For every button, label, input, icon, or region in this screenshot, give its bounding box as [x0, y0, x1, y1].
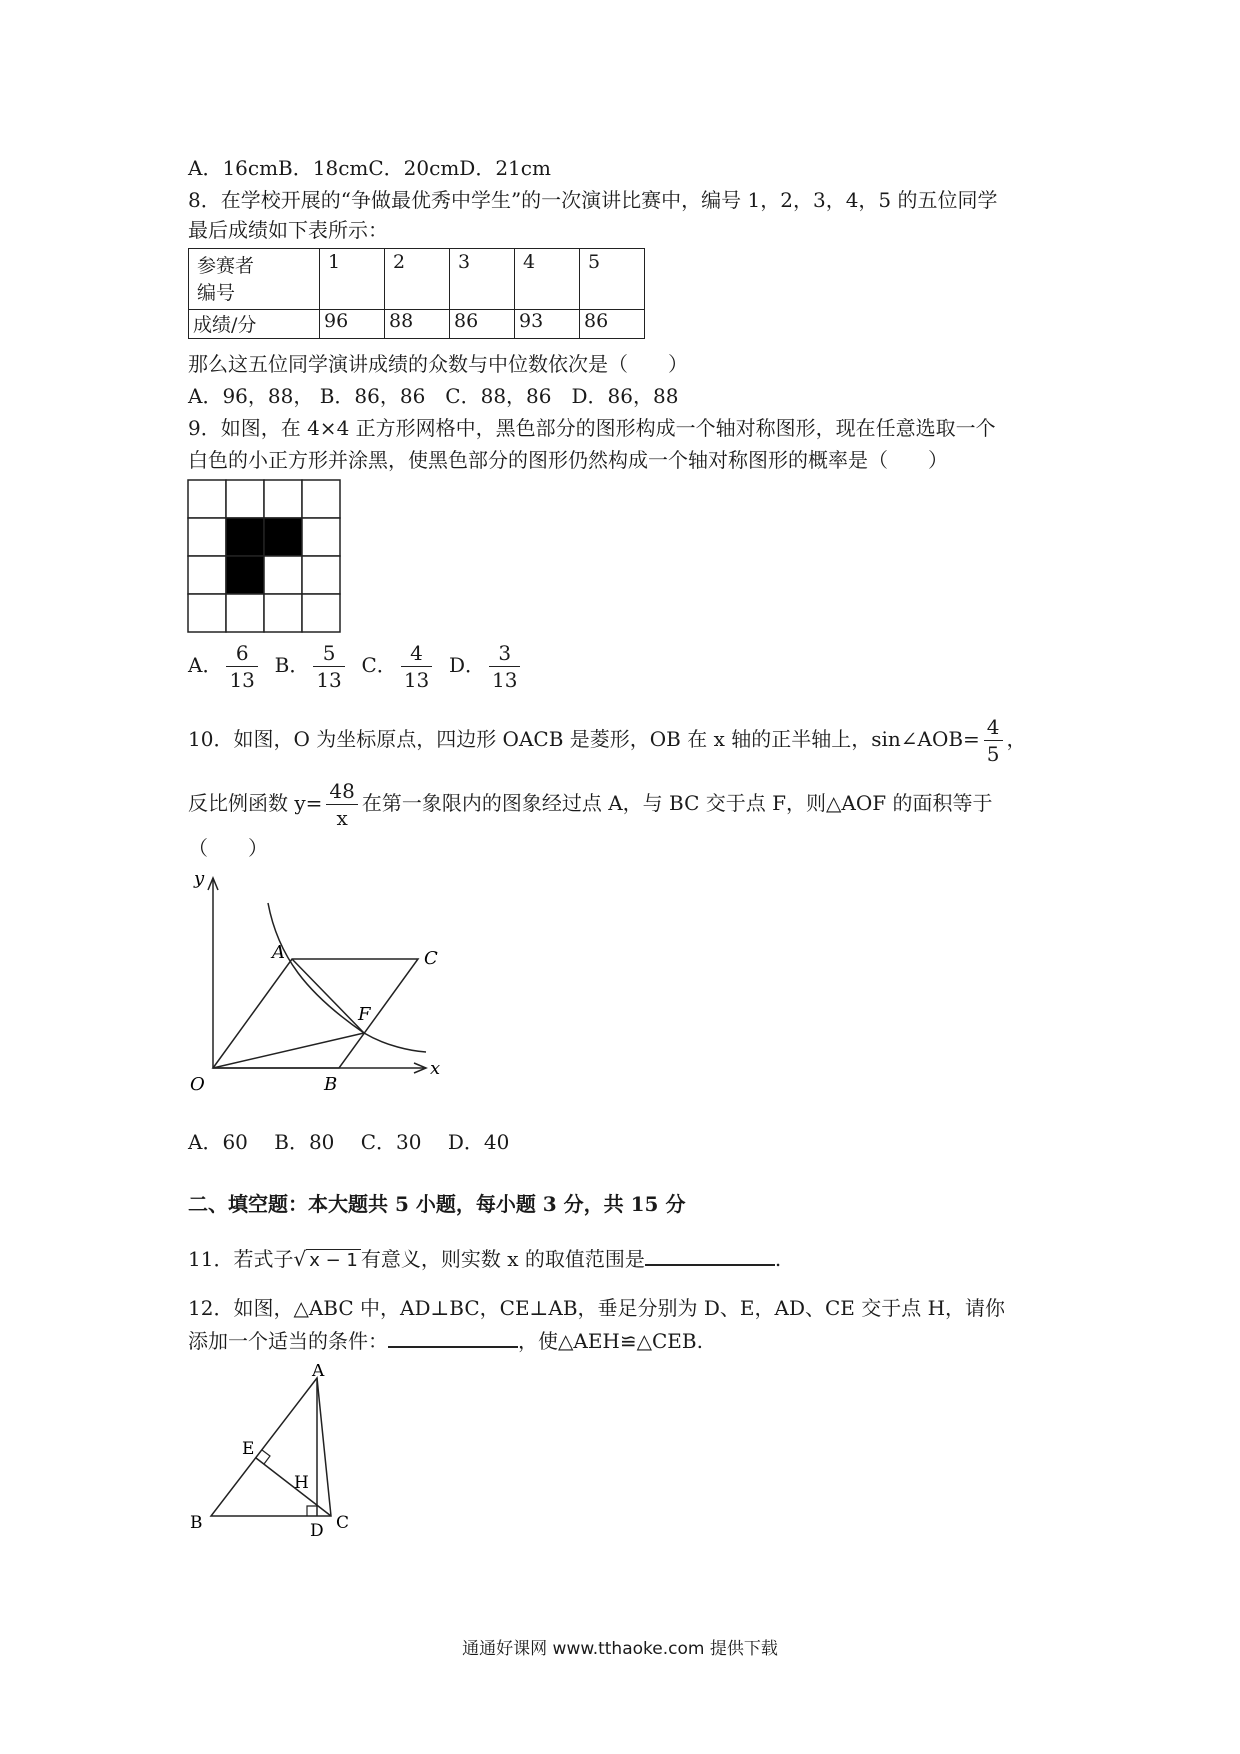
rhombus-oacb — [213, 959, 418, 1068]
grid-cell-white — [188, 480, 226, 518]
grid-cell-white — [302, 594, 340, 632]
label-d: D — [310, 1521, 324, 1541]
grid-cell-white — [226, 480, 264, 518]
sqrt-radicand: x − 1 — [306, 1249, 361, 1271]
table-score-label: 成绩/分 — [189, 310, 320, 339]
q7-options: A．16cmB．18cmC．20cmD．21cm — [188, 156, 551, 180]
score-table — [188, 248, 645, 339]
page-footer: 通通好课网 www.tthaoke.com 提供下载 — [462, 1639, 778, 1659]
q11-text: 11．若式子√ x − 1 有意义，则实数 x 的取值范围是 . — [188, 1244, 781, 1275]
header-label-line1: 参赛者 — [197, 255, 255, 277]
sin-fraction: $\frac{4}{5}$ — [984, 714, 1003, 767]
q12-triangle-figure — [186, 1364, 376, 1544]
right-angle-d — [307, 1506, 317, 1516]
grid-cell-black — [226, 556, 264, 594]
q10-text-line1: 10．如图，O 为坐标原点，四边形 OACB 是菱形，OB 在 x 轴的正半轴上，sin∠AOB= $\frac{4}{5}$ ， — [188, 715, 1027, 766]
q11-answer-blank — [645, 1244, 775, 1266]
grid-cell-white — [264, 594, 302, 632]
segment-of — [213, 1033, 364, 1068]
label-c: C — [336, 1513, 350, 1533]
q10-text-line2: 反比例函数 y= $\frac{48}{x}$ 在第一象限内的图象经过点 A，与 BC 交于点 F，则△AOF 的面积等于 — [188, 779, 993, 830]
table-id-cell: 4 — [515, 249, 580, 310]
table-id-cell: 1 — [320, 249, 385, 310]
table-header-label — [189, 249, 320, 310]
label-c: C — [424, 948, 438, 969]
label-x: x — [430, 1058, 441, 1079]
q9-options — [188, 640, 524, 693]
label-b: B — [190, 1513, 203, 1533]
grid-cell-white — [264, 556, 302, 594]
label-e: E — [242, 1439, 255, 1459]
header-label-line2: 编号 — [197, 282, 236, 304]
q9-option-b: B． $\frac{5}{13}$ — [275, 653, 349, 677]
label-f: F — [358, 1004, 371, 1025]
table-score-cell: 88 — [385, 310, 450, 339]
sqrt-sign: √ — [293, 1247, 307, 1271]
q9-option-c: C． $\frac{4}{13}$ — [362, 653, 437, 677]
grid-cell-white — [188, 594, 226, 632]
table-score-cell: 86 — [450, 310, 515, 339]
q9-option-a: A． $\frac{6}{13}$ — [188, 653, 262, 677]
grid-cell-white — [302, 480, 340, 518]
label-a: A — [272, 942, 285, 963]
grid-cell-white — [302, 556, 340, 594]
q8-text-line1: 8．在学校开展的“争做最优秀中学生”的一次演讲比赛中，编号 1，2，3，4，5 的五位同学 — [188, 188, 998, 212]
q12-text-line2: 添加一个适当的条件： ，使△AEH≌△CEB. — [188, 1326, 703, 1355]
table-id-cell: 2 — [385, 249, 450, 310]
grid-cell-white — [188, 518, 226, 556]
table-id-cell: 5 — [580, 249, 645, 310]
q8-options: A．96，88， B．86，86 C．88，86 D．86，88 — [188, 384, 679, 408]
q10-rhombus-figure — [186, 868, 456, 1098]
q9-text-line1: 9．如图，在 4×4 正方形网格中，黑色部分的图形构成一个轴对称图形，现在任意选取一个 — [188, 416, 996, 440]
q10-options: A．60 B．80 C．30 D．40 — [188, 1130, 510, 1154]
table-score-cell: 86 — [580, 310, 645, 339]
q12-answer-blank — [388, 1326, 518, 1348]
grid-cell-white — [226, 594, 264, 632]
label-y: y — [194, 868, 205, 889]
label-h: H — [294, 1473, 309, 1493]
grid-cell-white — [188, 556, 226, 594]
hyperbola-curve — [268, 903, 426, 1052]
table-id-cell: 3 — [450, 249, 515, 310]
grid-cell-black — [264, 518, 302, 556]
label-o: O — [190, 1074, 205, 1095]
grid-cell-white — [302, 518, 340, 556]
table-score-cell: 93 — [515, 310, 580, 339]
function-fraction: $\frac{48}{x}$ — [326, 778, 357, 831]
q9-text-line2: 白色的小正方形并涂黑，使黑色部分的图形仍然构成一个轴对称图形的概率是（ ） — [188, 448, 948, 472]
q8-question: 那么这五位同学演讲成绩的众数与中位数依次是（ ） — [188, 352, 688, 376]
label-b: B — [324, 1074, 338, 1095]
grid-cell-black — [226, 518, 264, 556]
q9-grid-figure — [186, 478, 346, 638]
grid-cell-white — [264, 480, 302, 518]
table-score-cell: 96 — [320, 310, 385, 339]
label-a: A — [312, 1364, 325, 1381]
right-angle-e — [262, 1450, 270, 1464]
triangle-abc — [211, 1378, 331, 1516]
q12-text-line1: 12．如图，△ABC 中，AD⊥BC，CE⊥AB，垂足分别为 D、E，AD、CE 交于点 H，请你 — [188, 1296, 1006, 1320]
segment-af — [292, 959, 364, 1033]
q9-option-d: D． $\frac{3}{13}$ — [449, 653, 525, 677]
section2-heading: 二、填空题：本大题共 5 小题，每小题 3 分，共 15 分 — [188, 1192, 686, 1216]
q10-text-line3: （ ） — [188, 836, 268, 860]
q8-text-line2: 最后成绩如下表所示： — [188, 218, 388, 242]
